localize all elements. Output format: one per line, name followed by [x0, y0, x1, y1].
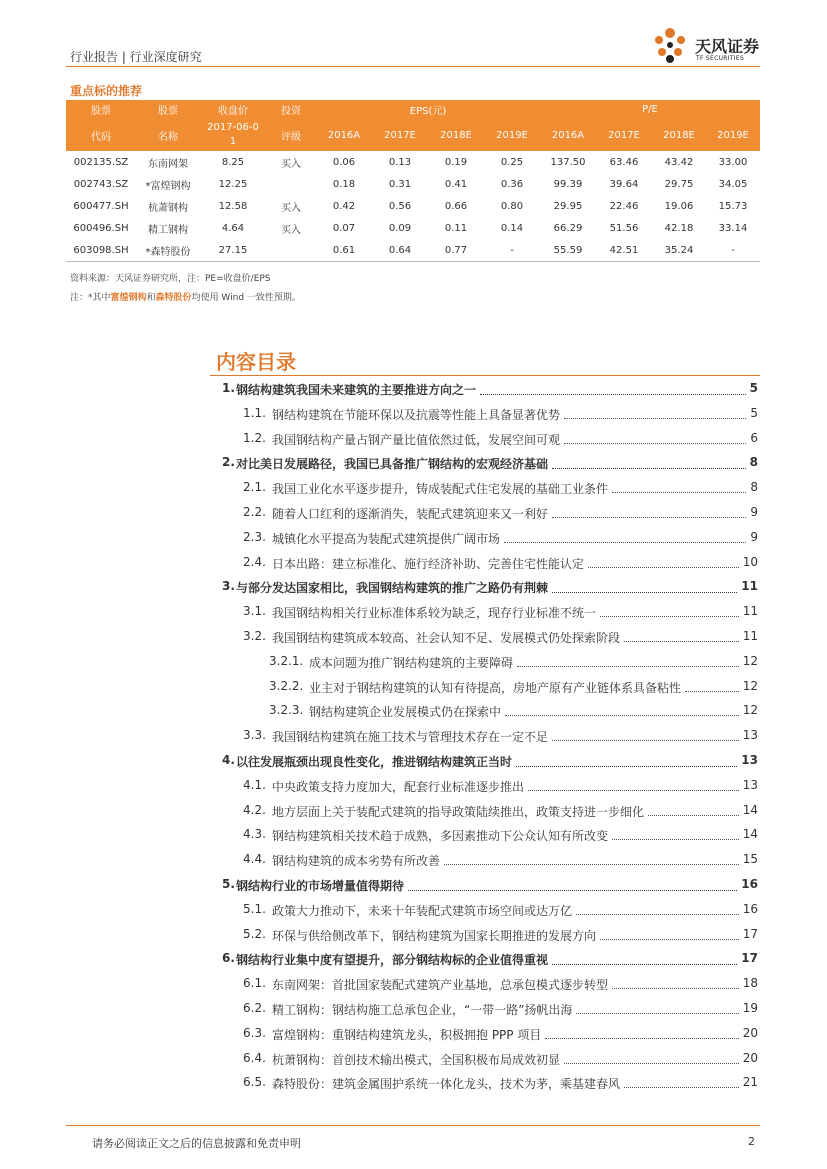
table-row	[66, 217, 760, 239]
brand-subtitle: TF SECURITIES	[696, 55, 745, 62]
toc-page: 14	[742, 802, 758, 817]
note-company-2: 森特股份	[155, 293, 192, 303]
toc-number: 2.1.	[243, 480, 266, 495]
toc-number: 6.3.	[243, 1025, 266, 1040]
toc-text: 以往发展瓶颈出现良性变化，推进钢结构建筑正当时	[236, 755, 513, 769]
table-cell	[266, 173, 316, 195]
toc-page: 17	[741, 951, 758, 966]
table-cell: 63.46	[609, 156, 639, 168]
toc-text: 森特股份：建筑金属围护系统一体化龙头，技术为茅，乘基建春风	[272, 1077, 621, 1092]
table-cell: 东南网架	[148, 158, 188, 170]
header-cell: 2018E	[652, 119, 706, 151]
toc-item[interactable]	[0, 431, 827, 451]
table-cell: 0.61	[316, 239, 372, 262]
toc-text: 成本问题为推广钢结构建筑的主要障碍	[309, 655, 514, 670]
toc-page: 20	[742, 1025, 758, 1040]
toc-page: 10	[742, 554, 758, 569]
table-cell: 12.58	[218, 200, 248, 212]
toc-text: 对比美日发展路径，我国已具备推广钢结构的宏观经济基础	[236, 457, 549, 472]
table-cell: 600496.SH	[73, 222, 129, 234]
note-company-1: 富煌钢构	[110, 293, 147, 303]
toc-item[interactable]	[0, 530, 827, 550]
toc-item[interactable]	[0, 1001, 827, 1021]
toc-page: 12	[742, 678, 758, 693]
toc-text: 钢结构建筑相关技术趋于成熟，多因素推动下公众认知有所改变	[272, 829, 609, 844]
header-cell: 2019E	[706, 119, 760, 151]
toc-page: 13	[742, 777, 758, 792]
table-cell: 0.36	[500, 178, 524, 190]
toc-item[interactable]	[0, 480, 827, 500]
toc-text: 钢结构建筑企业发展模式仍在探索中	[309, 705, 502, 720]
toc-page: 17	[742, 926, 758, 941]
toc-number: 5.2.	[243, 926, 266, 941]
table-cell: 0.07	[332, 222, 356, 234]
table-cell: 0.31	[388, 178, 412, 190]
table-cell: 12.25	[218, 178, 248, 190]
toc-text: 日本出路：建立标准化、施行经济补助、完善住宅性能认定	[272, 556, 585, 571]
toc-number: 4.4.	[243, 852, 266, 867]
table-cell: 33.14	[718, 222, 748, 234]
toc-leader	[552, 740, 739, 741]
toc-number: 6.5.	[243, 1075, 266, 1090]
toc-item[interactable]	[0, 679, 827, 699]
toc-text: 我国钢结构相关行业标准体系较为缺乏，现存行业标准不统一	[272, 606, 597, 621]
toc-text: 政策大力推动下，未来十年装配式建筑市场空间或达万亿	[272, 903, 573, 918]
table-row	[66, 173, 760, 195]
table-cell: 33.00	[718, 156, 748, 168]
toc-number: 3.1.	[243, 604, 266, 619]
toc-number: 2.	[222, 455, 235, 470]
toc-page: 9	[750, 529, 758, 544]
toc-page: 5	[749, 381, 758, 395]
toc-number: 6.4.	[243, 1050, 266, 1065]
toc-leader	[444, 864, 739, 865]
table-title: 重点标的推荐	[70, 84, 143, 98]
toc-leader	[576, 914, 739, 915]
table-cell: 22.46	[609, 200, 639, 212]
toc-leader	[612, 988, 739, 989]
toc-leader	[685, 691, 739, 692]
toc-text: 我国钢结构建筑在施工技术与管理技术存在一定不足	[272, 730, 549, 745]
toc-item[interactable]	[0, 902, 827, 922]
toc-text: 富煌钢构：重钢结构建筑龙头，积极拥抱 PPP 项目	[272, 1027, 542, 1042]
table-cell: 0.77	[428, 239, 484, 262]
toc-text: 精工钢构：钢结构施工总承包企业，“一带一路”扬帆出海	[272, 1003, 573, 1017]
footer-divider	[66, 1125, 760, 1126]
toc-leader	[480, 394, 746, 395]
toc-text: 钢结构建筑的成本劣势有所改善	[272, 854, 441, 869]
table-cell: 55.59	[540, 239, 596, 262]
header-cell: 股票	[136, 100, 200, 119]
toc-text: 钢结构行业的市场增量值得期待	[236, 879, 405, 893]
table-cell: 0.18	[332, 178, 356, 190]
toc-number: 3.2.3.	[269, 703, 304, 718]
toc-page: 19	[742, 1001, 758, 1015]
toc-text: 我国钢结构产量占钢产量比值依然过低，发展空间可观	[272, 432, 561, 447]
table-row	[66, 195, 760, 217]
table-cell: 0.11	[444, 222, 468, 234]
toc-item[interactable]	[0, 951, 827, 971]
toc-leader	[552, 964, 737, 965]
header-cell: 股票	[66, 100, 136, 119]
table-header-row-2	[66, 119, 760, 151]
toc-number: 1.	[222, 381, 235, 395]
toc-item[interactable]	[0, 753, 827, 773]
toc-text: 城镇化水平提高为装配式建筑提供广阔市场	[272, 531, 501, 546]
table-cell: 43.42	[664, 156, 694, 168]
table-cell: 0.14	[500, 222, 524, 234]
table-row	[66, 239, 760, 262]
toc-number: 5.1.	[243, 901, 266, 916]
toc-item[interactable]	[0, 728, 827, 748]
table-cell: 0.41	[444, 178, 468, 190]
toc-number: 3.3.	[243, 728, 266, 743]
table-cell: 杭萧钢构	[148, 202, 188, 214]
table-header-row-1	[66, 100, 760, 119]
toc-page: 6	[750, 430, 758, 445]
table-cell: 29.75	[664, 178, 694, 190]
toc-page: 12	[742, 653, 758, 668]
toc-text: 地方层面上关于装配式建筑的指导政策陆续推出，政策支持进一步细化	[272, 804, 645, 819]
toc-page: 9	[750, 505, 758, 519]
table-cell: 42.18	[664, 222, 694, 234]
header-cell: 2016A	[540, 119, 596, 151]
toc-page: 16	[742, 901, 758, 916]
toc-text: 钢结构行业集中度有望提升，部分钢结构标的企业值得重视	[236, 953, 549, 968]
table-cell: 买入	[281, 202, 301, 214]
table-cell: -	[484, 239, 540, 262]
toc-leader	[505, 715, 739, 716]
header-cell: 2019E	[484, 119, 540, 151]
toc-page: 8	[749, 455, 758, 470]
table-cell: 603098.SH	[66, 239, 136, 262]
table-cell: 0.42	[332, 200, 356, 212]
header-cell: 2016A	[316, 119, 372, 151]
toc-item[interactable]	[0, 579, 827, 599]
toc-number: 5.	[222, 877, 235, 891]
toc-item[interactable]	[0, 555, 827, 575]
table-cell: *富煌钢构	[145, 180, 191, 192]
table-note: 注：*其中富煌钢构和森特股份均使用 Wind 一致性预期。	[70, 293, 301, 303]
toc-leader	[588, 567, 739, 568]
footer-disclaimer: 请务必阅读正文之后的信息披露和免责申明	[92, 1137, 301, 1150]
header-cell: 2017E	[596, 119, 652, 151]
toc-leader	[564, 443, 746, 444]
toc-number: 4.3.	[243, 827, 266, 842]
toc-number: 2.4.	[243, 554, 266, 569]
toc-item[interactable]	[0, 1075, 827, 1095]
table-cell: 27.15	[200, 239, 266, 262]
toc-leader	[600, 616, 739, 617]
toc-leader	[516, 766, 737, 767]
table-cell: 8.25	[221, 156, 245, 168]
toc-item[interactable]	[0, 703, 827, 723]
toc-item[interactable]	[0, 604, 827, 624]
toc-leader	[552, 468, 746, 469]
table-cell: 66.29	[553, 222, 583, 234]
table-cell: 99.39	[553, 178, 583, 190]
toc-number: 1.2.	[243, 430, 266, 445]
toc-page: 18	[742, 976, 758, 991]
brand-name: 天风证券	[695, 37, 760, 56]
table-cell: 42.51	[596, 239, 652, 262]
table-source: 资料来源：天风证券研究所，注：PE=收盘价/EPS	[70, 274, 271, 284]
toc-leader	[504, 542, 746, 543]
toc-text: 随着人口红利的逐渐消失，装配式建筑迎来又一利好	[272, 507, 549, 521]
toc-leader	[552, 517, 746, 518]
header-cell: 收盘价	[200, 100, 266, 119]
toc-item[interactable]	[0, 455, 827, 475]
toc-text: 我国工业化水平逐步提升，铸成装配式住宅发展的基础工业条件	[272, 482, 609, 497]
toc-item[interactable]	[0, 827, 827, 847]
table-cell: 29.95	[553, 200, 583, 212]
toc-item[interactable]	[0, 778, 827, 798]
table-cell: 15.73	[718, 200, 748, 212]
toc-text: 与部分发达国家相比，我国钢结构建筑的推广之路仍有荆棘	[236, 581, 549, 596]
tf-securities-logo-icon	[650, 26, 690, 66]
toc-leader	[600, 939, 739, 940]
table-cell: -	[706, 239, 760, 262]
report-category: 行业报告 | 行业深度研究	[70, 50, 202, 64]
table-cell: *森特股份	[136, 239, 200, 262]
table-cell: 0.09	[388, 222, 412, 234]
toc-leader	[564, 418, 746, 419]
header-cell: 代码	[66, 119, 136, 151]
toc-item[interactable]	[0, 505, 827, 525]
table-cell: 0.64	[372, 239, 428, 262]
toc-leader	[528, 790, 739, 791]
toc-text: 中央政策支持力度加大，配套行业标准逐步推出	[272, 779, 525, 794]
toc-number: 3.2.1.	[269, 653, 304, 668]
toc-leader	[564, 1063, 739, 1064]
toc-item[interactable]	[0, 1051, 827, 1071]
toc-number: 6.2.	[243, 1001, 266, 1015]
toc-page: 13	[741, 753, 758, 767]
toc-page: 8	[750, 480, 758, 495]
table-cell: 34.05	[718, 178, 748, 190]
table-cell: 600477.SH	[73, 200, 129, 212]
header-cell: 名称	[136, 119, 200, 151]
table-cell: 0.56	[388, 200, 412, 212]
table-cell: 0.19	[444, 156, 468, 168]
table-cell	[266, 239, 316, 262]
table-cell: 002743.SZ	[73, 178, 129, 190]
toc-number: 4.	[222, 753, 235, 767]
toc-item[interactable]	[0, 927, 827, 947]
page-number: 2	[748, 1135, 755, 1148]
toc-text: 东南网架：首批国家装配式建筑产业基地，总承包模式逐步转型	[272, 978, 609, 993]
toc-item[interactable]	[0, 654, 827, 674]
table-cell: 0.80	[500, 200, 524, 212]
toc-leader	[552, 592, 737, 593]
toc-number: 1.1.	[243, 405, 266, 420]
eps-header: EPS(元)	[316, 100, 540, 119]
header-cell: 2018E	[428, 119, 484, 151]
toc-leader	[576, 1013, 739, 1014]
table-cell: 51.56	[609, 222, 639, 234]
header-cell: 2017E	[372, 119, 428, 151]
toc-number: 3.2.2.	[269, 678, 304, 693]
toc-title: 内容目录	[216, 350, 296, 374]
header-cell: 2017-06-0 1	[200, 119, 266, 151]
toc-page: 21	[742, 1075, 758, 1090]
toc-leader	[624, 1087, 739, 1088]
toc-page: 11	[742, 604, 758, 619]
table-cell: 0.13	[388, 156, 412, 168]
pe-header: P/E	[540, 100, 760, 119]
toc-item[interactable]	[0, 381, 827, 401]
recommendation-table	[66, 100, 760, 262]
toc-page: 11	[741, 579, 758, 594]
toc-item[interactable]	[0, 406, 827, 426]
toc-item[interactable]	[0, 629, 827, 649]
table-cell: 35.24	[652, 239, 706, 262]
table-cell: 0.66	[444, 200, 468, 212]
toc-item[interactable]	[0, 852, 827, 872]
toc-leader	[612, 839, 739, 840]
toc-page: 20	[742, 1050, 758, 1065]
table-cell: 4.64	[221, 222, 245, 234]
table-cell: 0.25	[500, 156, 524, 168]
toc-leader	[624, 641, 739, 642]
toc-text: 杭萧钢构：首创技术输出模式，全国积极布局成效初显	[272, 1052, 561, 1067]
table-cell: 0.06	[332, 156, 356, 168]
toc-item[interactable]	[0, 976, 827, 996]
table-cell: 买入	[281, 158, 301, 170]
table-cell: 137.50	[550, 156, 586, 168]
header-divider	[66, 66, 760, 67]
toc-text: 环保与供给侧改革下，钢结构建筑为国家长期推进的发展方向	[272, 928, 597, 943]
toc-item[interactable]	[0, 877, 827, 897]
toc-text: 业主对于钢结构建筑的认知有待提高，房地产原有产业链体系具备粘性	[309, 680, 682, 695]
toc-leader	[408, 890, 737, 891]
toc-number: 3.	[222, 579, 235, 594]
toc-text: 钢结构建筑在节能环保以及抗震等性能上具备显著优势	[272, 407, 561, 422]
toc-page: 13	[742, 728, 758, 743]
toc-number: 4.2.	[243, 802, 266, 817]
table-cell: 买入	[281, 224, 301, 236]
toc-leader	[612, 492, 746, 493]
table-cell: 精工钢构	[148, 224, 188, 236]
header-cell: 评级	[266, 119, 316, 151]
toc-number: 6.1.	[243, 976, 266, 991]
toc-divider	[210, 375, 760, 376]
toc-page: 11	[742, 629, 758, 643]
toc-number: 6.	[222, 951, 235, 966]
toc-page: 15	[742, 852, 758, 867]
toc-page: 5	[750, 405, 758, 420]
toc-leader	[517, 666, 739, 667]
toc-page: 16	[741, 877, 758, 891]
toc-page: 14	[742, 827, 758, 842]
toc-leader	[648, 815, 739, 816]
header-cell: 投资	[266, 100, 316, 119]
toc-item[interactable]	[0, 1026, 827, 1046]
table-cell: 19.06	[664, 200, 694, 212]
toc-number: 2.2.	[243, 505, 266, 519]
toc-number: 3.2.	[243, 629, 266, 643]
toc-number: 2.3.	[243, 529, 266, 544]
table-cell: 39.64	[609, 178, 639, 190]
toc-text: 我国钢结构建筑成本较高、社会认知不足、发展模式仍处探索阶段	[272, 631, 621, 645]
toc-text: 钢结构建筑我国未来建筑的主要推进方向之一	[236, 383, 477, 397]
toc-leader	[545, 1038, 739, 1039]
table-row	[66, 151, 760, 173]
toc-item[interactable]	[0, 803, 827, 823]
toc-page: 12	[742, 703, 758, 718]
toc-number: 4.1.	[243, 777, 266, 792]
table-cell: 002135.SZ	[73, 156, 129, 168]
